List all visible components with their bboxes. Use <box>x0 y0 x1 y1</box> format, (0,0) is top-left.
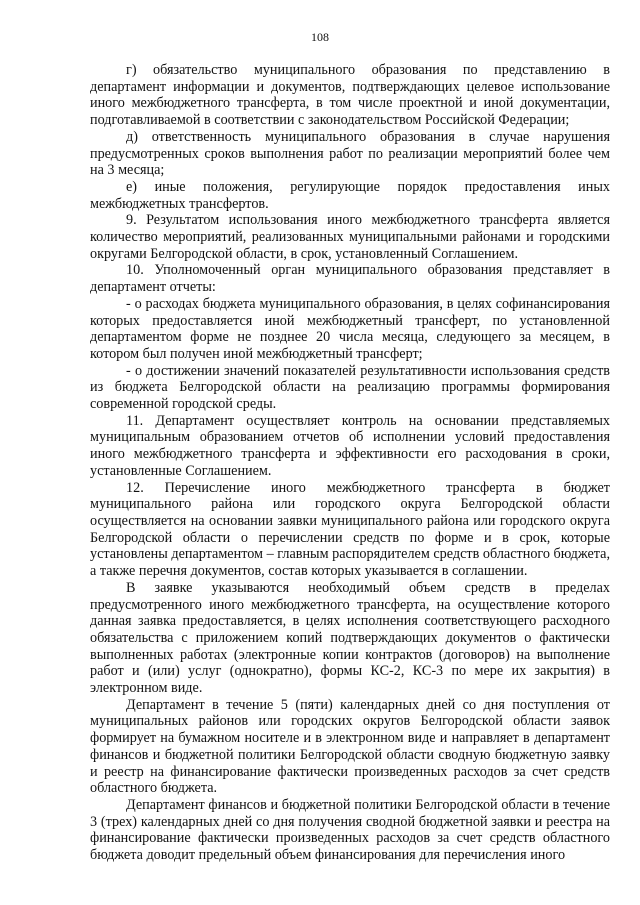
document-body <box>90 62 610 864</box>
paragraph-finance-department: Департамент финансов и бюджетной политики Белгородской области в течение 3 (трех) календарных дней со дня получения сводной бюджетной заявки и реестра на финансирование фактически произведенных расходов за счет средств областного бюджета доводит предельный объем финансирования для перечисления иного <box>90 796 610 864</box>
paragraph-11: 11. Департамент осуществляет контроль на основании представляемых муниципальным образованием отчетов об исполнении условий предоставления иного межбюджетного трансферта и эффективности его расходования в сроки, установленные Соглашением. <box>90 412 610 479</box>
paragraph-12: 12. Перечисление иного межбюджетного трансферта в бюджет муниципального района или городского округа Белгородской области осуществляется на основании заявки муниципального района или городского округа Белгородской области о перечислении средств по форме и в срок, которые установлены департаментом – главным распорядителем средств областного бюджета, а также перечня документов, состав которых указывается в соглашении. <box>90 479 610 580</box>
paragraph-10: 10. Уполномоченный орган муниципального образования представляет в департамент отчеты: <box>90 262 610 296</box>
paragraph-application: В заявке указываются необходимый объем средств в пределах предусмотренного иного межбюджетного трансферта, на осуществление которого данная заявка предоставляется, в целях исполнения соответствующего расходного обязательства с приложением копий подтверждающих документов о фактически выполненных работах (электронные копии контрактов (договоров) на выполнение работ и (или) услуг (однократно), формы КС-2, КС-3 по мере их закрытия) в электронном виде. <box>90 579 610 697</box>
paragraph-9: 9. Результатом использования иного межбюджетного трансферта является количество мероприятий, реализованных муниципальными районами и городскими округами Белгородской области, в срок, установленный Соглашением. <box>90 212 610 262</box>
paragraph-d: д) ответственность муниципального образования в случае нарушения предусмотренных сроков выполнения работ по реализации мероприятий более чем на 3 месяца; <box>90 128 610 179</box>
page-number: 108 <box>311 30 329 44</box>
paragraph-10-item-2: - о достижении значений показателей результативности использования средств из бюджета Белгородской области на реализацию программы формирования современной городской среды. <box>90 362 610 413</box>
paragraph-g: г) обязательство муниципального образования по представлению в департамент информации и документов, подтверждающих целевое использование иного межбюджетного трансферта, в том числе проектной и иной документации, подготавливаемой в соответствии с законодательством Российской Федерации; <box>90 62 610 129</box>
paragraph-10-item-1: - о расходах бюджета муниципального образования, в целях софинансирования которых предоставляется иной межбюджетный трансферт, по установленной департаментом форме не позднее 20 числа месяца, следующего за месяцем, в котором был получен иной межбюджетный трансферт; <box>90 295 610 362</box>
paragraph-e: е) иные положения, регулирующие порядок предоставления иных межбюджетных трансфертов. <box>90 178 610 212</box>
paragraph-department: Департамент в течение 5 (пяти) календарных дней со дня поступления от муниципальных районов или городских округов Белгородской области заявок формирует на бумажном носителе и в электронном виде и направляет в департамент финансов и бюджетной политики Белгородской области сводную бюджетную заявку и реестр на финансирование фактически произведенных расходов за счет средств областного бюджета. <box>90 696 610 797</box>
